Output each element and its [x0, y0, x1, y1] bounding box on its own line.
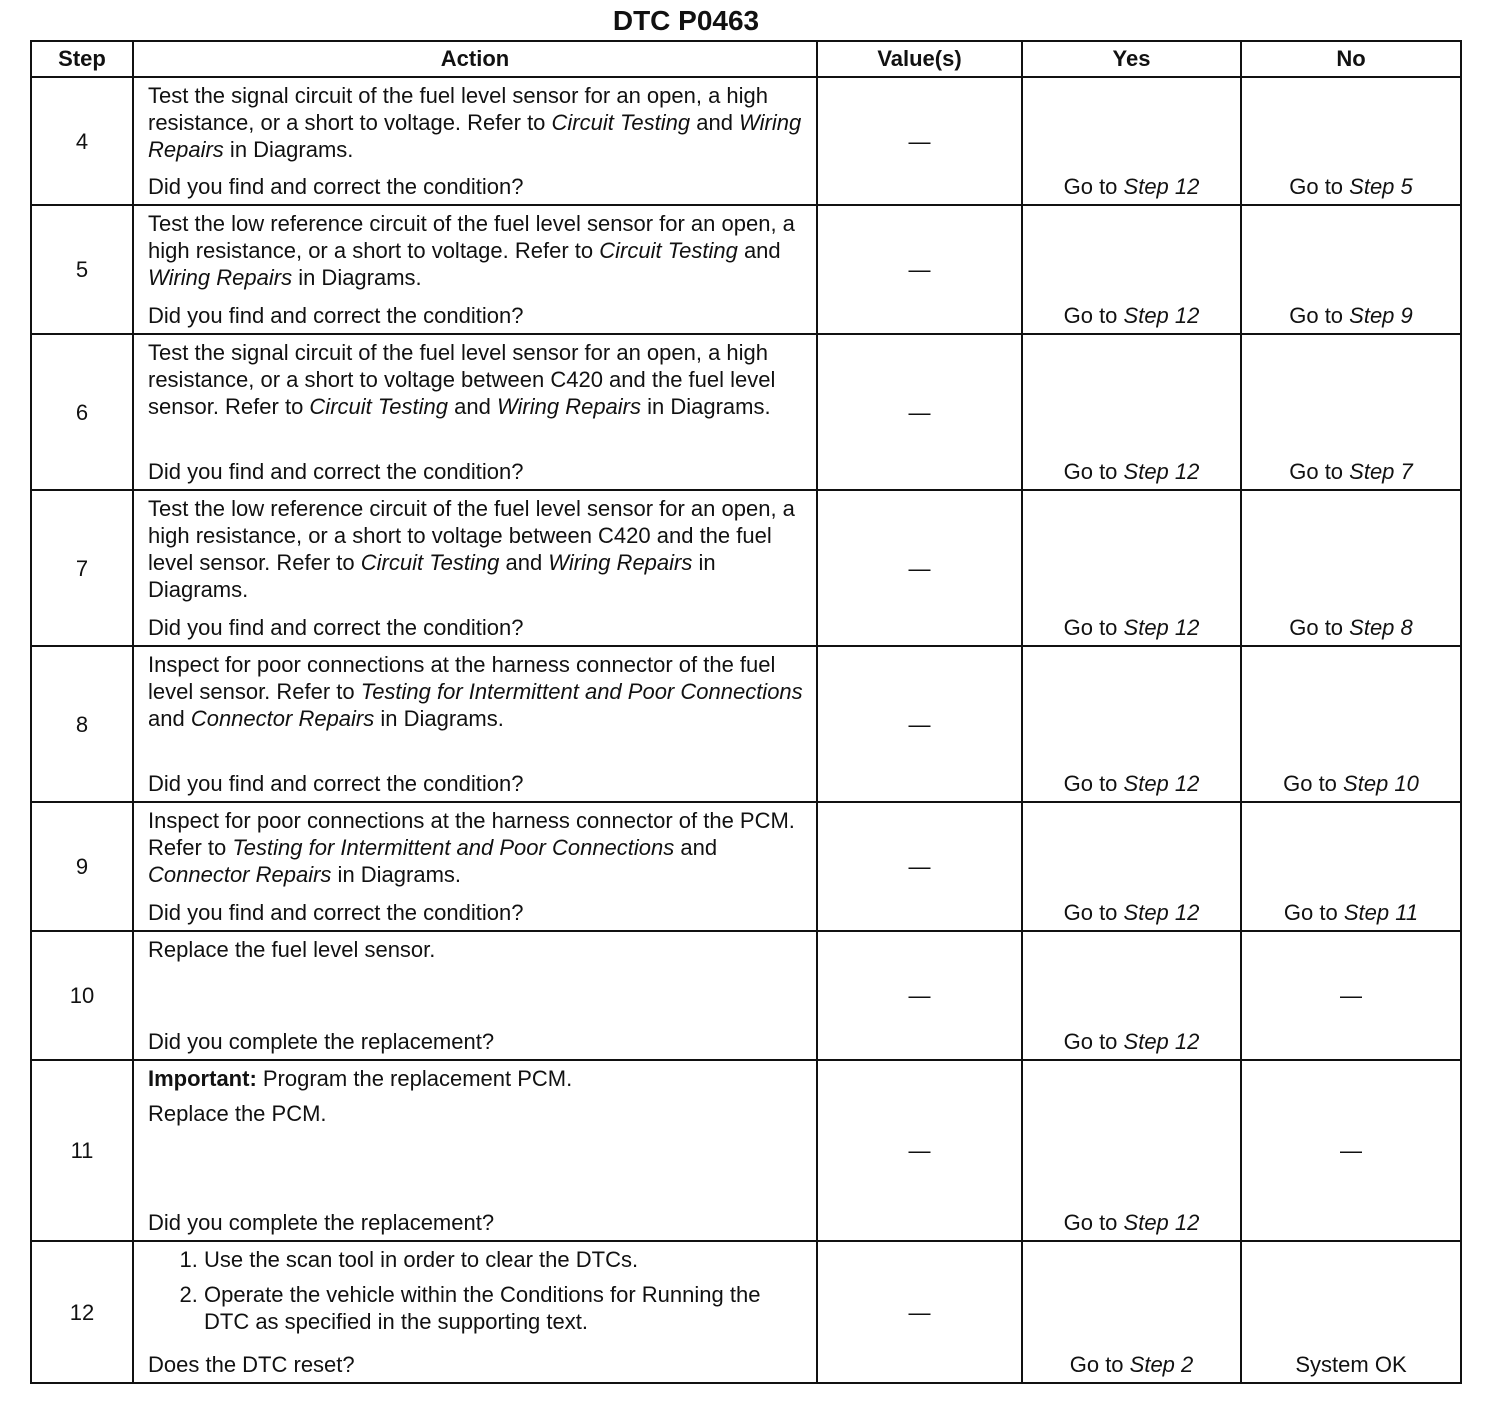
yes-cell [1022, 646, 1241, 802]
step-number: 7 [31, 490, 133, 646]
action-paragraph [148, 210, 806, 291]
table-row [31, 1241, 1461, 1383]
text-run: and [499, 550, 549, 575]
text-run: Go to [1063, 615, 1124, 640]
header-values: Value(s) [817, 41, 1022, 77]
action-content [148, 651, 806, 797]
no-cell [1241, 646, 1461, 802]
yes-cell [1022, 334, 1241, 490]
table-row [31, 334, 1461, 490]
action-instructions [148, 495, 806, 603]
yes-cell [1022, 802, 1241, 931]
yes-cell [1022, 205, 1241, 334]
text-run: System OK [1295, 1352, 1407, 1377]
text-run: Go to [1063, 900, 1124, 925]
bold-label: Important: [148, 1066, 257, 1091]
italic-ref: Step 12 [1123, 1029, 1200, 1054]
header-yes: Yes [1022, 41, 1241, 77]
text-run: Go to [1063, 303, 1124, 328]
text-run: Go to [1289, 303, 1350, 328]
text-run: Go to [1283, 900, 1344, 925]
table-row [31, 490, 1461, 646]
text-run: Go to [1283, 771, 1344, 796]
italic-ref: Connector Repairs [148, 862, 332, 887]
header-row [31, 41, 1461, 77]
value-cell: — [817, 77, 1022, 205]
action-instructions [148, 82, 806, 163]
italic-ref: Wiring Repairs [496, 394, 642, 419]
step-number: 8 [31, 646, 133, 802]
dtc-table [30, 40, 1462, 1384]
italic-ref: Wiring Repairs [148, 110, 802, 162]
no-cell [1241, 490, 1461, 646]
action-cell [133, 77, 817, 205]
italic-ref: Testing for Intermittent and Poor Connections [360, 679, 803, 704]
yes-cell [1022, 931, 1241, 1060]
text-run: Replace the PCM. [148, 1101, 327, 1126]
yes-cell [1022, 1060, 1241, 1241]
action-content [148, 495, 806, 641]
italic-ref: Step 12 [1123, 174, 1200, 199]
text-run: Go to [1063, 459, 1124, 484]
action-cell [133, 802, 817, 931]
no-cell [1241, 77, 1461, 205]
text-run: Test the signal circuit of the fuel level sensor for an open, a high resistance, or a short to voltage between C420 and the fuel level sensor. Refer to [148, 340, 776, 419]
italic-ref: Step 8 [1349, 615, 1413, 640]
action-instructions [148, 651, 806, 732]
table-row [31, 802, 1461, 931]
italic-ref: Circuit Testing [599, 238, 738, 263]
value-cell: — [817, 334, 1022, 490]
header-no: No [1241, 41, 1461, 77]
action-question: Does the DTC reset? [148, 1352, 355, 1377]
action-question: Did you find and correct the condition? [148, 900, 524, 925]
text-run: Inspect for poor connections at the harness connector of the fuel level sensor. Refer to [148, 652, 776, 704]
list-item: 2. Operate the vehicle within the Conditions for Running the DTC as specified in the supporting text. [204, 1281, 806, 1335]
text-run: Program the replacement PCM. [256, 1066, 573, 1091]
text-run: and [148, 706, 191, 731]
table-row [31, 205, 1461, 334]
italic-ref: Wiring Repairs [548, 550, 693, 575]
text-run: Go to [1289, 459, 1350, 484]
action-paragraph [148, 339, 806, 420]
text-run: in Diagrams. [148, 550, 716, 602]
italic-ref: Step 12 [1123, 1210, 1200, 1235]
value-cell: — [817, 490, 1022, 646]
action-paragraph [148, 936, 806, 963]
action-question: Did you find and correct the condition? [148, 615, 524, 640]
step-number: 4 [31, 77, 133, 205]
action-content [148, 936, 806, 1055]
text-run: Replace the fuel level sensor. [148, 937, 436, 962]
yes-cell [1022, 77, 1241, 205]
action-cell [133, 931, 817, 1060]
italic-ref: Step 12 [1123, 900, 1200, 925]
no-cell [1241, 205, 1461, 334]
text-run: Go to [1289, 615, 1350, 640]
italic-ref: Step 7 [1349, 459, 1413, 484]
action-paragraph [148, 1065, 806, 1092]
text-run: Go to [1069, 1352, 1130, 1377]
action-list [148, 1246, 806, 1335]
action-cell [133, 646, 817, 802]
text-run: Test the signal circuit of the fuel level sensor for an open, a high resistance, or a short to voltage. Refer to [148, 83, 769, 135]
italic-ref: Step 12 [1123, 615, 1200, 640]
text-run: Inspect for poor connections at the harness connector of the PCM. Refer to [148, 808, 795, 860]
action-question: Did you find and correct the condition? [148, 174, 524, 199]
italic-ref: Step 11 [1343, 900, 1419, 925]
table-row [31, 646, 1461, 802]
value-cell: — [817, 1241, 1022, 1383]
action-question: Did you find and correct the condition? [148, 771, 524, 796]
action-paragraph [148, 82, 806, 163]
action-cell [133, 334, 817, 490]
action-question: Did you find and correct the condition? [148, 459, 524, 484]
header-action: Action [133, 41, 817, 77]
list-item: 1. Use the scan tool in order to clear the DTCs. [204, 1246, 806, 1273]
action-content [148, 339, 806, 485]
step-number: 10 [31, 931, 133, 1060]
action-question: Did you complete the replacement? [148, 1029, 495, 1054]
step-number: 9 [31, 802, 133, 931]
text-run: and [690, 110, 740, 135]
value-cell: — [817, 646, 1022, 802]
action-instructions [148, 807, 806, 888]
text-run: and [737, 238, 781, 263]
action-cell [133, 205, 817, 334]
text-run: and [448, 394, 497, 419]
italic-ref: Step 12 [1123, 459, 1200, 484]
italic-ref: Circuit Testing [309, 394, 448, 419]
no-cell [1241, 1241, 1461, 1383]
italic-ref: Step 10 [1343, 771, 1419, 796]
action-paragraph [148, 1100, 806, 1127]
italic-ref: Step 2 [1129, 1352, 1194, 1377]
text-run: in Diagrams. [331, 862, 462, 887]
yes-cell [1022, 1241, 1241, 1383]
text-run: — [1340, 1138, 1362, 1163]
action-paragraph [148, 807, 806, 888]
value-cell: — [817, 205, 1022, 334]
action-instructions [148, 1246, 806, 1343]
text-run: in Diagrams. [374, 706, 504, 731]
text-run: in Diagrams. [641, 394, 771, 419]
no-cell [1241, 931, 1461, 1060]
table-row [31, 77, 1461, 205]
text-run: Go to [1063, 1029, 1124, 1054]
action-instructions [148, 936, 806, 963]
action-question: Did you complete the replacement? [148, 1210, 495, 1235]
table-row [31, 1060, 1461, 1241]
action-content [148, 1065, 806, 1236]
action-cell [133, 1060, 817, 1241]
action-content [148, 82, 806, 200]
italic-ref: Step 12 [1123, 303, 1200, 328]
action-cell [133, 490, 817, 646]
text-run: Go to [1063, 771, 1124, 796]
page-title: DTC P0463 [612, 5, 760, 36]
action-instructions [148, 1065, 806, 1127]
text-run: — [1340, 983, 1362, 1008]
text-run: in Diagrams. [223, 137, 354, 162]
header-step: Step [31, 41, 133, 77]
action-cell [133, 1241, 817, 1383]
text-run: Go to [1063, 1210, 1124, 1235]
action-instructions [148, 339, 806, 420]
italic-ref: Circuit Testing [360, 550, 500, 575]
step-number: 5 [31, 205, 133, 334]
value-cell: — [817, 802, 1022, 931]
italic-ref: Connector Repairs [190, 706, 375, 731]
italic-ref: Circuit Testing [551, 110, 691, 135]
action-paragraph [148, 495, 806, 603]
step-number: 6 [31, 334, 133, 490]
action-content [148, 1246, 806, 1378]
action-question: Did you find and correct the condition? [148, 303, 524, 328]
action-paragraph [148, 651, 806, 732]
no-cell [1241, 1060, 1461, 1241]
step-number: 11 [31, 1060, 133, 1241]
italic-ref: Step 5 [1349, 174, 1413, 199]
table-row [31, 931, 1461, 1060]
text-run: in Diagrams. [292, 265, 422, 290]
italic-ref: Step 12 [1123, 771, 1200, 796]
no-cell [1241, 334, 1461, 490]
action-content [148, 807, 806, 926]
italic-ref: Wiring Repairs [148, 265, 293, 290]
action-instructions [148, 210, 806, 291]
italic-ref: Step 9 [1349, 303, 1413, 328]
text-run: and [674, 835, 718, 860]
step-number: 12 [31, 1241, 133, 1383]
yes-cell [1022, 490, 1241, 646]
value-cell: — [817, 1060, 1022, 1241]
text-run: Test the low reference circuit of the fuel level sensor for an open, a high resistance, or a short to voltage between C420 and the fuel level sensor. Refer to [148, 496, 795, 575]
value-cell: — [817, 931, 1022, 1060]
text-run: Go to [1289, 174, 1350, 199]
action-content [148, 210, 806, 329]
text-run: Test the low reference circuit of the fuel level sensor for an open, a high resistance, or a short to voltage. Refer to [148, 211, 795, 263]
italic-ref: Testing for Intermittent and Poor Connections [232, 835, 675, 860]
text-run: Go to [1063, 174, 1124, 199]
no-cell [1241, 802, 1461, 931]
